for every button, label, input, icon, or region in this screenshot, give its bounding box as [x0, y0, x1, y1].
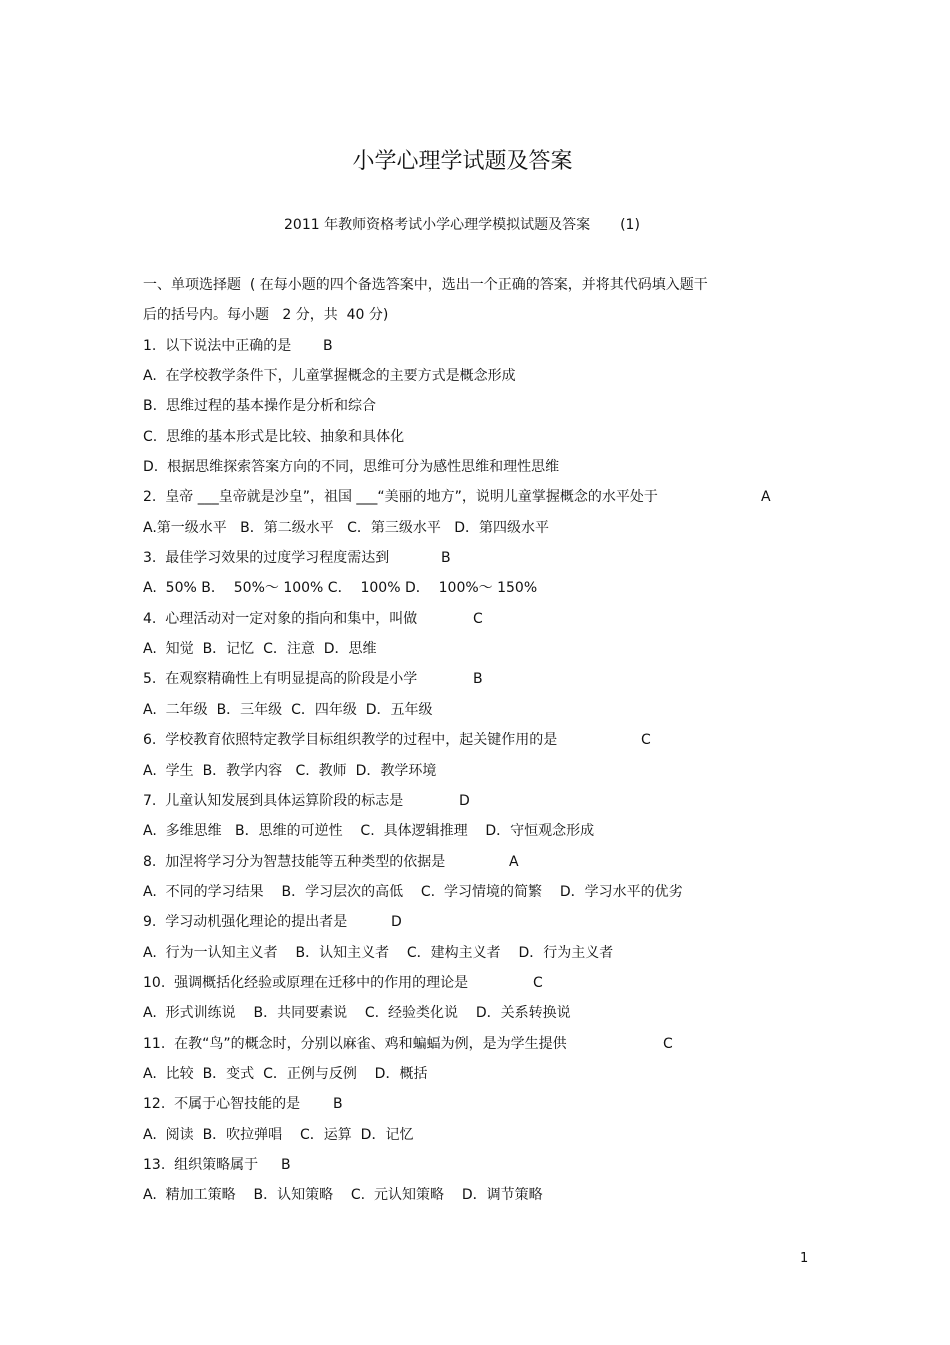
line-text: A. 阅读 B．吹拉弹唱 C．运算 D．记忆 — [143, 1126, 414, 1143]
option-line — [143, 880, 783, 910]
section-instruction-line — [143, 273, 783, 303]
line-text: A.第一级水平 B．第二级水平 C．第三级水平 D．第四级水平 — [143, 519, 549, 536]
answer-key: B — [441, 550, 451, 567]
answer-key: A — [761, 489, 771, 506]
question-line — [143, 667, 783, 697]
subtitle-text: 2011 年教师资格考试小学心理学模拟试题及答案 — [284, 217, 591, 233]
line-text: 8. 加涅将学习分为智慧技能等五种类型的依据是 — [143, 853, 446, 870]
option-line — [143, 364, 783, 394]
line-text: A. 行为一认知主义者 B．认知主义者 C．建构主义者 D．行为主义者 — [143, 944, 614, 961]
line-text: D. 根据思维探索答案方向的不同，思维可分为感性思维和理性思维 — [143, 459, 560, 476]
option-line — [143, 941, 783, 971]
option-line — [143, 576, 783, 606]
section-instruction-line — [143, 303, 783, 333]
line-text: A. 不同的学习结果 B．学习层次的高低 C. 学习情境的简繁 D．学习水平的优劣 — [143, 883, 683, 900]
option-line — [143, 637, 783, 667]
line-text: 一、单项选择题 ( 在每小题的四个备选答案中，选出一个正确的答案，并将其代码填入题干 — [143, 277, 708, 293]
option-line — [143, 759, 783, 789]
line-text: 后的括号内。每小题 2 分，共 40 分) — [143, 307, 389, 324]
line-text: 12. 不属于心智技能的是 — [143, 1096, 301, 1113]
line-text: 1. 以下说法中正确的是 — [143, 337, 292, 354]
answer-key: C — [473, 610, 483, 627]
line-text: B. 思维过程的基本操作是分析和综合 — [143, 398, 376, 415]
option-line — [143, 516, 783, 546]
option-line — [143, 819, 783, 849]
option-line — [143, 1062, 783, 1092]
question-line — [143, 485, 783, 515]
line-text: 2. 皇帝 ___皇帝就是沙皇”，祖国 ___“美丽的地方”，说明儿童掌握概念的水平处于 — [143, 489, 658, 506]
line-text: C. 思维的基本形式是比较、抽象和具体化 — [143, 428, 405, 445]
question-line — [143, 1092, 783, 1122]
answer-key: D — [391, 914, 402, 931]
answer-key: C — [533, 974, 543, 991]
answer-key: B — [473, 671, 483, 688]
answer-key: B — [281, 1156, 291, 1173]
line-text: A. 比较 B．变式 C．正例与反例 D．概括 — [143, 1065, 428, 1082]
option-line — [143, 1123, 783, 1153]
line-text: A. 二年级 B．三年级 C．四年级 D．五年级 — [143, 701, 433, 718]
answer-key: B — [333, 1096, 343, 1113]
line-text: A. 知觉 B．记忆 C．注意 D．思维 — [143, 641, 377, 658]
document-subtitle — [284, 214, 640, 236]
option-line — [143, 698, 783, 728]
question-line — [143, 850, 783, 880]
answer-key: D — [459, 792, 470, 809]
line-text: A. 50% B． 50%～ 100% C． 100% D． 100%～ 150% — [143, 580, 538, 597]
question-line — [143, 728, 783, 758]
document-title: 小学心理学试题及答案 — [352, 149, 573, 174]
line-text: 13. 组织策略属于 — [143, 1156, 259, 1173]
line-text: 10. 强调概括化经验或原理在迁移中的作用的理论是 — [143, 974, 469, 991]
question-line — [143, 1153, 783, 1183]
line-text: 4. 心理活动对一定对象的指向和集中，叫做 — [143, 610, 418, 627]
question-line — [143, 546, 783, 576]
question-line — [143, 607, 783, 637]
option-line — [143, 1001, 783, 1031]
question-line — [143, 789, 783, 819]
question-line — [143, 971, 783, 1001]
option-line — [143, 425, 783, 455]
line-text: 9. 学习动机强化理论的提出者是 — [143, 914, 348, 931]
line-text: 11. 在教“鸟”的概念时，分别以麻雀、鸡和蝙蝠为例，是为学生提供 — [143, 1035, 567, 1052]
page-number: 1 — [800, 1251, 809, 1266]
line-text: 6. 学校教育依照特定教学目标组织教学的过程中，起关键作用的是 — [143, 732, 558, 749]
line-text: A. 形式训练说 B．共同要素说 C. 经验类化说 D．关系转换说 — [143, 1005, 571, 1022]
line-text: A. 学生 B．教学内容 C. 教师 D．教学环境 — [143, 762, 437, 779]
question-line — [143, 1032, 783, 1062]
line-text: A. 多维思维 B．思维的可逆性 C. 具体逻辑推理 D．守恒观念形成 — [143, 823, 595, 840]
question-line — [143, 334, 783, 364]
line-text: A. 在学校教学条件下，儿童掌握概念的主要方式是概念形成 — [143, 368, 516, 385]
question-line — [143, 910, 783, 940]
answer-key: B — [323, 337, 333, 354]
answer-key: A — [509, 853, 519, 870]
line-text: A. 精加工策略 B．认知策略 C. 元认知策略 D．调节策略 — [143, 1187, 543, 1204]
line-text: 5. 在观察精确性上有明显提高的阶段是小学 — [143, 671, 418, 688]
answer-key: C — [663, 1035, 673, 1052]
answer-key: C — [641, 732, 651, 749]
option-line — [143, 394, 783, 424]
subtitle-number: (1) — [620, 217, 640, 233]
question-list — [143, 273, 783, 1214]
line-text: 3. 最佳学习效果的过度学习程度需达到 — [143, 550, 390, 567]
option-line — [143, 1183, 783, 1213]
option-line — [143, 455, 783, 485]
line-text: 7. 儿童认知发展到具体运算阶段的标志是 — [143, 792, 404, 809]
